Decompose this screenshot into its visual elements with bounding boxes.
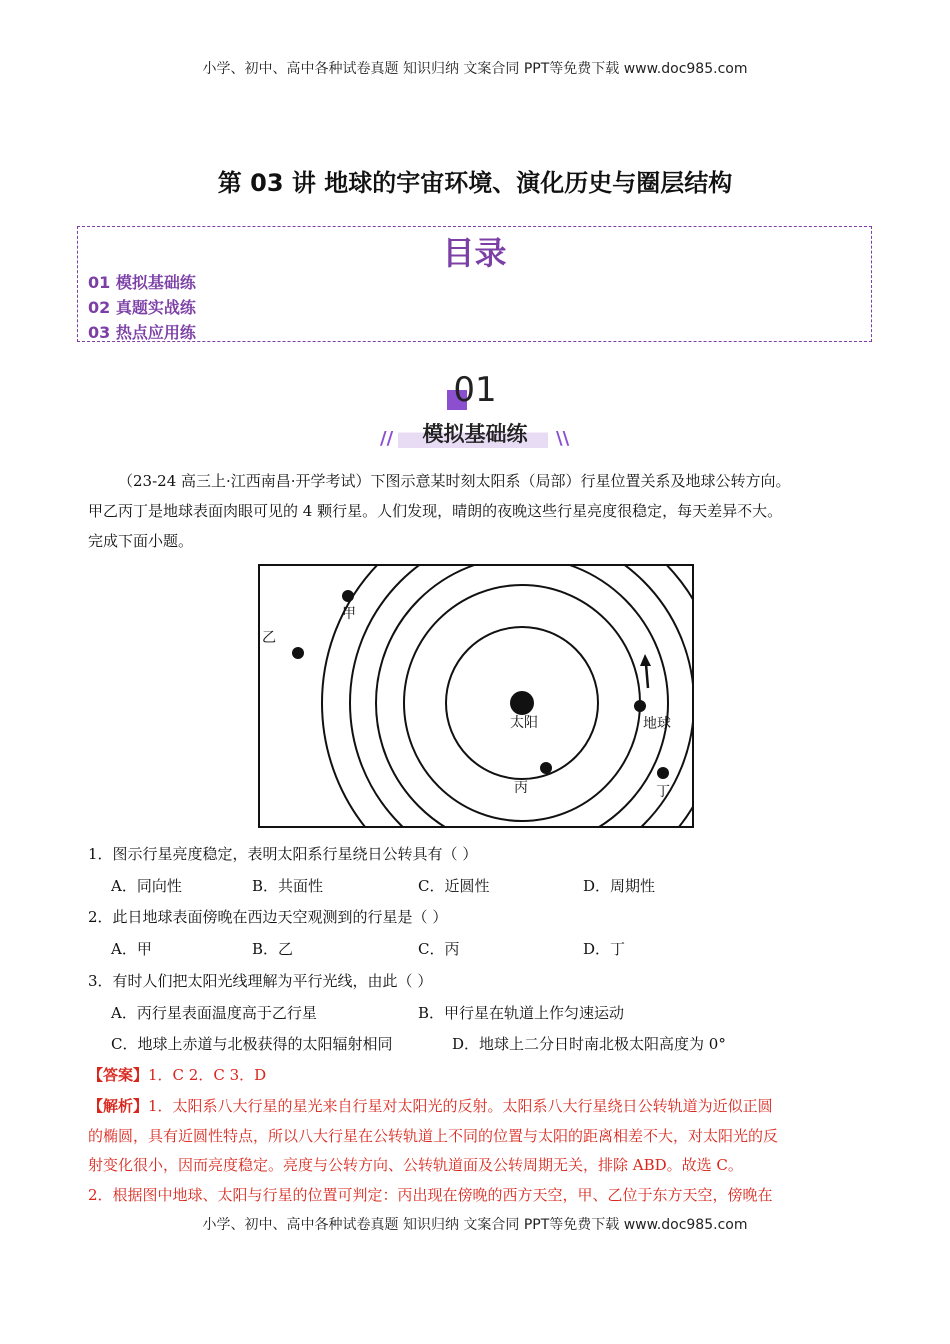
figure-frame bbox=[259, 565, 693, 827]
planet-yi-marker bbox=[292, 647, 304, 659]
planet-jia-marker bbox=[342, 590, 354, 602]
q1-option-b[interactable]: B．共面性 bbox=[252, 877, 324, 895]
label-earth: 地球 bbox=[643, 716, 671, 732]
analysis-line-4: 2．根据图中地球、太阳与行星的位置可判定：丙出现在傍晚的西方天空，甲、乙位于东方天空，傍晚在 bbox=[88, 1186, 773, 1204]
toc-item-3[interactable]: 03 热点应用练 bbox=[88, 323, 196, 342]
label-yi: 乙 bbox=[262, 630, 276, 646]
answer-line bbox=[88, 1064, 266, 1085]
label-sun: 太阳 bbox=[510, 715, 538, 731]
intro-line-1: （23-24 高三上·江西南昌·开学考试）下图示意某时刻太阳系（局部）行星位置关系及地球公转方向。 bbox=[118, 472, 791, 490]
analysis-tag: 【解析】 bbox=[88, 1097, 149, 1115]
q3-option-c[interactable]: C．地球上赤道与北极获得的太阳辐射相同 bbox=[111, 1035, 393, 1053]
section-number: 01 bbox=[453, 370, 497, 410]
question-2-stem: 2．此日地球表面傍晚在西边天空观测到的行星是（ ） bbox=[88, 908, 448, 926]
toc-item-1[interactable]: 01 模拟基础练 bbox=[88, 273, 196, 292]
planet-bing-marker bbox=[540, 762, 552, 774]
analysis-line-1: 【解析】1．太阳系八大行星的星光来自行星对太阳光的反射。太阳系八大行星绕日公转轨道为近似正圆 bbox=[88, 1097, 773, 1115]
page-title: 第 03 讲 地球的宇宙环境、演化历史与圈层结构 bbox=[217, 169, 733, 197]
q3-option-b[interactable]: B．甲行星在轨道上作匀速运动 bbox=[418, 1004, 625, 1022]
earth-marker bbox=[634, 700, 646, 712]
analysis-line-2: 的椭圆，具有近圆性特点，所以八大行星在公转轨道上不同的位置与太阳的距离相差不大，对太阳光的反 bbox=[88, 1127, 779, 1145]
sun-marker bbox=[510, 691, 534, 715]
q3-option-d[interactable]: D．地球上二分日时南北极太阳高度为 0° bbox=[452, 1035, 726, 1053]
answer-text: 1．C 2．C 3．D bbox=[148, 1066, 267, 1084]
slash-decoration-left: // bbox=[380, 428, 394, 449]
q2-option-c[interactable]: C．丙 bbox=[418, 940, 460, 958]
solar-system-figure bbox=[258, 564, 694, 828]
q3-option-a[interactable]: A．丙行星表面温度高于乙行星 bbox=[111, 1004, 317, 1022]
intro-line-2: 甲乙丙丁是地球表面肉眼可见的 4 颗行星。人们发现，晴朗的夜晚这些行星亮度很稳定，每天差异不大。 bbox=[88, 502, 783, 520]
q1-option-c[interactable]: C．近圆性 bbox=[418, 877, 490, 895]
intro-line-3: 完成下面小题。 bbox=[88, 532, 194, 550]
answer-tag: 【答案】 bbox=[88, 1066, 149, 1084]
q2-option-b[interactable]: B．乙 bbox=[252, 940, 294, 958]
q1-option-d[interactable]: D．周期性 bbox=[583, 877, 656, 895]
label-ding: 丁 bbox=[656, 784, 670, 800]
page-footer: 小学、初中、高中各种试卷真题 知识归纳 文案合同 PPT等免费下载 www.doc985.com bbox=[202, 1217, 748, 1233]
page-header: 小学、初中、高中各种试卷真题 知识归纳 文案合同 PPT等免费下载 www.doc985.com bbox=[202, 61, 748, 77]
toc-heading: 目录 bbox=[442, 234, 507, 272]
q2-option-d[interactable]: D．丁 bbox=[583, 940, 626, 958]
label-jia: 甲 bbox=[342, 606, 356, 622]
slash-decoration-right: \\ bbox=[556, 428, 570, 449]
question-3-stem: 3．有时人们把太阳光线理解为平行光线，由此（ ） bbox=[88, 972, 433, 990]
label-bing: 丙 bbox=[514, 780, 528, 796]
analysis-line-3: 射变化很小，因而亮度稳定。亮度与公转方向、公转轨道面及公转周期无关，排除 ABD。故选 C。 bbox=[88, 1156, 743, 1174]
question-1-stem: 1．图示行星亮度稳定，表明太阳系行星绕日公转具有（ ） bbox=[88, 845, 478, 863]
q1-option-a[interactable]: A．同向性 bbox=[111, 877, 182, 895]
section-label: 模拟基础练 bbox=[422, 422, 528, 446]
planet-ding-marker bbox=[657, 767, 669, 779]
q2-option-a[interactable]: A．甲 bbox=[111, 940, 152, 958]
toc-item-2[interactable]: 02 真题实战练 bbox=[88, 298, 196, 317]
